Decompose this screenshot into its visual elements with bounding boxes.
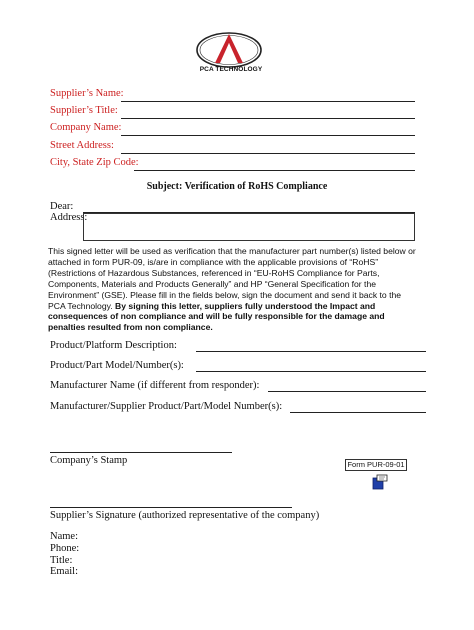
suppliers-name-line[interactable] (121, 101, 415, 102)
manufacturer-name-line[interactable] (268, 391, 426, 392)
product-platform-label: Product/Platform Description: (50, 340, 177, 351)
supplier-part-number-line[interactable] (290, 412, 426, 413)
signature-label: Supplier’s Signature (authorized representative of the company) (50, 510, 320, 521)
paragraph-text: This signed letter will be used as verification that the manufacturer part number(s) listed below or attached in form PUR-09, is/are in compliance with the applicable provisions of “RoHS” (Restrictions of Hazardous Substances, referenced in “EU-RoHS Compliance for Parts, Components, Materials and Products Generally” and HP “General Specification for the Environment” (GSE). Please fill in the fields below, sign the document and send it back to the PCA Technology. (48, 246, 416, 311)
logo-text: PCA TECHNOLOGY (199, 66, 263, 73)
suppliers-name-label: Supplier’s Name: (50, 88, 124, 99)
contact-email-label: Email: (50, 566, 78, 577)
manufacturer-name-label: Manufacturer Name (if different from responder): (50, 380, 260, 391)
compliance-paragraph (48, 246, 418, 333)
supplier-part-number-label: Manufacturer/Supplier Product/Part/Model Number(s): (50, 401, 283, 412)
address-box[interactable] (83, 213, 415, 241)
street-address-line[interactable] (121, 153, 415, 154)
form-number-box: Form PUR-09-01 (345, 459, 407, 471)
contact-title-label: Title: (50, 555, 73, 566)
suppliers-title-line[interactable] (121, 118, 415, 119)
contact-name-label: Name: (50, 531, 78, 542)
subject-heading: Subject: Verification of RoHS Compliance (146, 181, 328, 192)
product-part-model-label: Product/Part Model/Number(s): (50, 360, 184, 371)
product-part-model-line[interactable] (196, 371, 426, 372)
suppliers-title-label: Supplier’s Title: (50, 105, 118, 116)
street-address-label: Street Address: (50, 140, 114, 151)
document-icon (372, 474, 388, 490)
company-stamp-label: Company’s Stamp (50, 455, 128, 466)
dear-label: Dear: (50, 201, 74, 212)
paragraph-bold-text: By signing this letter, suppliers fully understood the Impact and consequences of non compliance and will be fully responsible for the damage and penalties resulted from non compliance. (48, 300, 385, 333)
city-state-zip-label: City, State Zip Code: (50, 157, 139, 168)
city-state-zip-line[interactable] (134, 170, 415, 171)
company-name-line[interactable] (121, 135, 415, 136)
address-label: Address: (50, 212, 88, 223)
product-platform-line[interactable] (196, 351, 426, 352)
signature-line[interactable] (50, 507, 292, 508)
company-name-label: Company Name: (50, 122, 122, 133)
contact-phone-label: Phone: (50, 543, 80, 554)
stamp-line[interactable] (50, 452, 232, 453)
